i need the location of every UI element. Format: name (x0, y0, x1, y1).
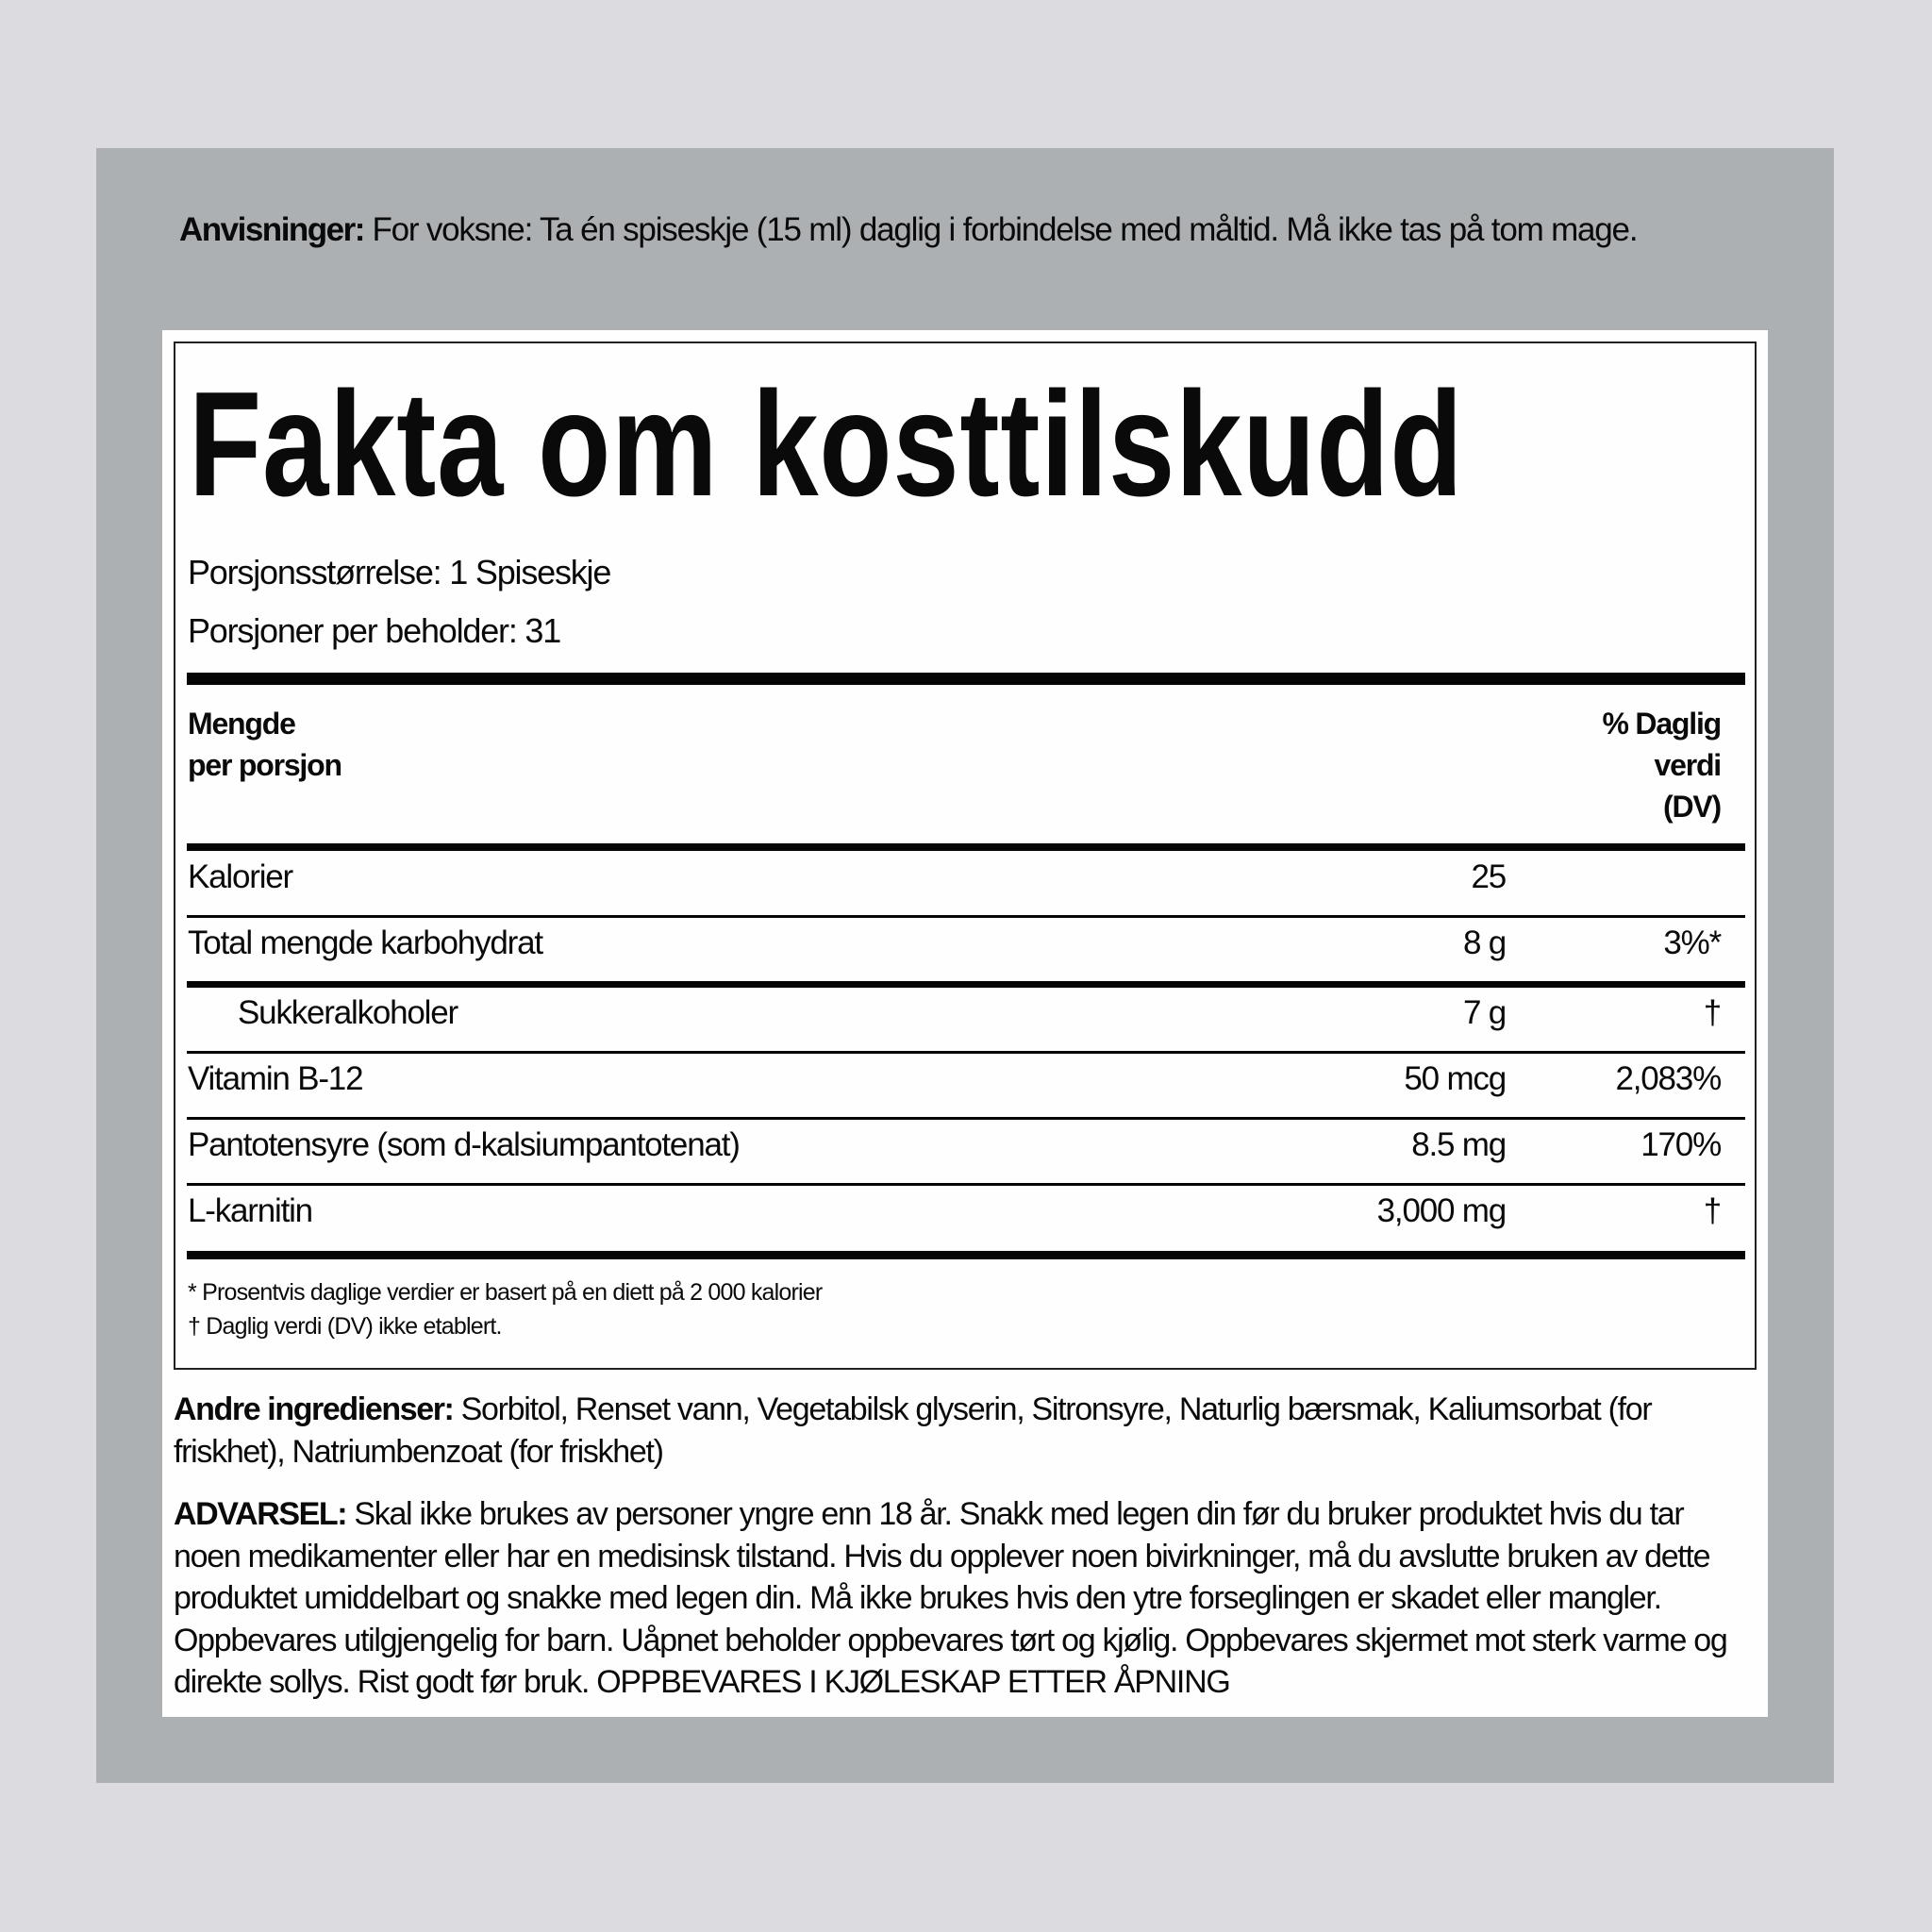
amount-header-line1: Mengde (188, 707, 295, 741)
footnote-daily-value: * Prosentvis daglige verdier er basert på en diett på 2 000 kalorier (188, 1279, 823, 1306)
medium-divider (187, 1251, 1745, 1259)
thin-divider (187, 1051, 1745, 1054)
nutrient-name: L-karnitin (188, 1192, 312, 1229)
nutrient-amount: 8 g (1462, 924, 1506, 961)
nutrient-amount: 8.5 mg (1411, 1126, 1506, 1163)
facts-title: Fakta om kosttilskudd (189, 361, 1464, 527)
thin-divider (187, 915, 1745, 918)
nutrient-amount: 50 mcg (1404, 1060, 1506, 1097)
nutrient-name: Total mengde karbohydrat (188, 924, 542, 961)
nutrient-amount: 25 (1471, 858, 1506, 895)
nutrient-dv: 170% (1641, 1126, 1721, 1163)
other-ingredients-label: Andre ingredienser: (174, 1391, 454, 1427)
other-ingredients (174, 1389, 1740, 1473)
nutrient-dv: 3%* (1663, 924, 1721, 961)
nutrient-name: Vitamin B-12 (188, 1060, 363, 1097)
daily-value-header (1602, 703, 1721, 827)
nutrient-name: Kalorier (188, 858, 293, 895)
dv-header-line3: (DV) (1663, 790, 1721, 824)
nutrient-name-indented: Sukkeralkoholer (238, 994, 458, 1031)
warning-label: ADVARSEL: (174, 1496, 347, 1532)
warning-body: Skal ikke brukes av personer yngre enn 18 år. Snakk med legen din før du bruker produktet hvis du tar noen medikamenter eller har en medisinsk tilstand. Hvis du opplever noen bivirkninger, må du avslutte bruken av dette produktet umiddelbart og snakke med legen din. Må ikke brukes hvis den ytre forseglingen er skadet eller mangler. Oppbevares utilgjengelig for barn. Uåpnet beholder oppbevares tørt og kjølig. Oppbevares skjermet mot sterk varme og direkte sollys. Rist godt før bruk. OPPBEVARES I KJØLESKAP ETTER ÅPNING (174, 1496, 1727, 1700)
servings-per-container: Porsjoner per beholder: 31 (188, 611, 561, 650)
thin-divider (187, 1117, 1745, 1120)
dv-header-line2: verdi (1654, 748, 1721, 782)
thick-divider (187, 673, 1745, 685)
dv-header-line1: % Daglig (1602, 707, 1721, 741)
amount-header-line2: per porsjon (188, 748, 341, 782)
nutrient-dv: 2,083% (1615, 1060, 1721, 1097)
footnote-dv-not-established: † Daglig verdi (DV) ikke etablert. (188, 1313, 502, 1340)
nutrient-amount: 7 g (1462, 994, 1506, 1031)
medium-divider (187, 981, 1745, 988)
nutrient-dv: † (1703, 994, 1721, 1031)
other-ingredients-body: Sorbitol, Renset vann, Vegetabilsk glyserin, Sitronsyre, Naturlig bærsmak, Kaliumsorbat (for friskhet), Natriumbenzoat (for friskhet) (174, 1391, 1652, 1470)
directions-text (179, 206, 1689, 255)
directions-label: Anvisninger: (179, 211, 364, 248)
nutrient-amount: 3,000 mg (1376, 1192, 1506, 1229)
amount-per-serving-header (188, 703, 341, 786)
serving-size: Porsjonsstørrelse: 1 Spiseskje (188, 553, 611, 591)
thin-divider (187, 1183, 1745, 1186)
nutrient-dv: † (1703, 1192, 1721, 1229)
nutrient-name: Pantotensyre (som d-kalsiumpantotenat) (188, 1126, 740, 1163)
medium-divider (187, 843, 1745, 851)
supplement-facts-box (174, 341, 1757, 1370)
directions-body: For voksne: Ta én spiseskje (15 ml) daglig i forbindelse med måltid. Må ikke tas på tom mage. (363, 211, 1638, 248)
warning (174, 1493, 1740, 1704)
